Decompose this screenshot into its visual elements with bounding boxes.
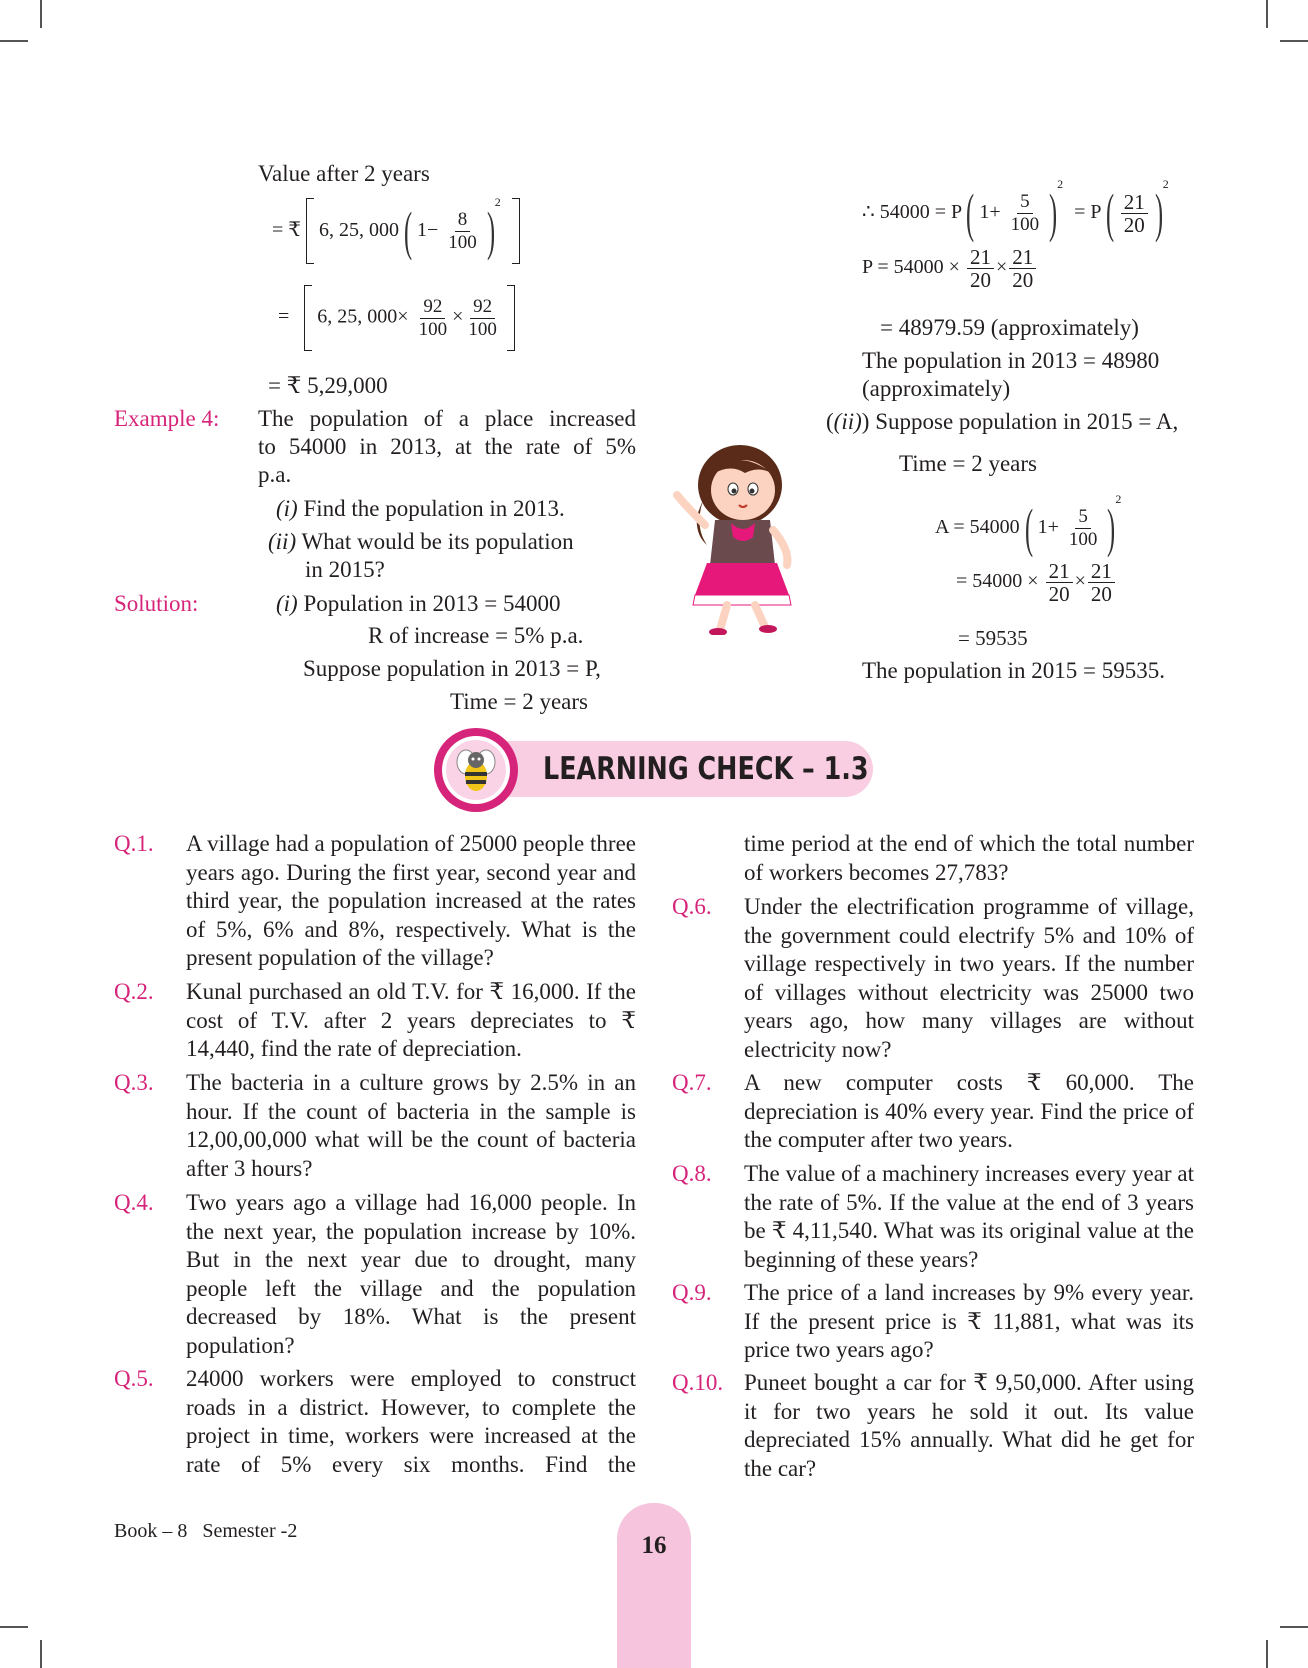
question-number: Q.8. [672, 1161, 712, 1186]
population-2013-line-2: (approximately) [862, 376, 1011, 401]
final-answer: The population in 2015 = 59535. [862, 658, 1165, 683]
crop-mark [1280, 1626, 1308, 1628]
page-number-tab [617, 1503, 691, 1668]
solution-line-3: Suppose population in 2013 = P, [303, 656, 601, 681]
question-text: The bacteria in a culture grows by 2.5% in an hour. If the count of bacteria in the sample is 12,00,00,000 what will be the count of bacteria after 3 hours? [186, 1070, 636, 1181]
question-text: Puneet bought a car for ₹ 9,50,000. After using it for two years he sold it out. Its value depreciated 15% annually. What did he get for the car? [744, 1370, 1194, 1481]
question-text: Under the electrification programme of village, the government could electrify 5% and 10% of village respectively in two years. If the number of villages without electricity was 25000 two years ago, how many villages are without electricity now? [744, 894, 1194, 1062]
question-number: Q.1. [114, 831, 154, 856]
part-ii-right: ((ii)) Suppose population in 2015 = A, [826, 409, 1179, 434]
equation-right-5: = 54000 × $\frac{21}{20}$ × $\frac{21}{20}$ [956, 560, 1117, 605]
question-number: Q.7. [672, 1070, 712, 1095]
solution-line-1: (i) Population in 2013 = 54000 [276, 591, 561, 616]
crop-mark [1266, 1640, 1268, 1668]
value-heading: Value after 2 years [258, 161, 430, 186]
example-part-ii: (ii) What would be its population [268, 529, 574, 554]
question-text: 24000 workers were employed to construct roads in a district. However, to complete the project in time, workers were increased at the rate of 5% every six months. Find the [186, 1366, 636, 1477]
equation-right-6: = 59535 [958, 626, 1028, 650]
question-text: The value of a machinery increases every year at the rate of 5%. If the value at the end of 3 years be ₹ 4,11,540. What was its original value at the beginning of these years? [744, 1161, 1194, 1272]
solution-label: Solution: [114, 591, 199, 616]
value-result: = ₹ 5,29,000 [268, 373, 388, 398]
girl-illustration [665, 435, 815, 635]
equation-right-3: = 48979.59 (approximately) [880, 315, 1139, 340]
question-text: A new computer costs ₹ 60,000. The depreciation is 40% every year. Find the price of the computer after two years. [744, 1070, 1194, 1152]
example-label: Example 4: [114, 406, 220, 431]
example-part-ii-cont: in 2015? [305, 557, 385, 582]
learning-check-title: LEARNING CHECK – 1.3 [543, 751, 869, 787]
question-number: Q.4. [114, 1190, 154, 1215]
equation-line-2: = 6, 25, 000× $\frac{92}{100}$ × $\frac{92}{100}$ [278, 285, 515, 351]
bee-icon [434, 728, 518, 812]
question-number: Q.9. [672, 1280, 712, 1305]
question-text: Kunal purchased an old T.V. for ₹ 16,000. If the cost of T.V. after 2 years depreciates to ₹ 14,440, find the rate of depreciation. [186, 979, 636, 1061]
crop-mark [40, 1640, 42, 1668]
example-text: The population of a place increased to 54000 in 2013, at the rate of 5% p.a. [258, 406, 636, 487]
question-number: Q.3. [114, 1070, 154, 1095]
question-number: Q.10. [672, 1370, 724, 1395]
example-part-i: (i) Find the population in 2013. [276, 496, 565, 521]
crop-mark [1266, 0, 1268, 28]
footer-book: Book – 8 Semester -2 [114, 1520, 298, 1542]
solution-line-2: R of increase = 5% p.a. [368, 623, 584, 648]
equation-right-1: ∴ 54000 = P ( 1+ $\frac{5}{100}$ )$^2$ = P ( $\frac{21}{20}$ )$^2$ [862, 177, 1169, 244]
question-number: Q.2. [114, 979, 154, 1004]
equation-right-4: A = 54000 ( 1+ $\frac{5}{100}$ )$^2$ [935, 492, 1122, 559]
question-text: Two years ago a village had 16,000 people. In the next year, the population increase by 10%. But in the next year due to drought, many people left the village and the population decreased by 18%. What is the present population? [186, 1190, 636, 1358]
question-number: Q.5. [114, 1366, 154, 1391]
equation-right-2: P = 54000 × $\frac{21}{20}$ × $\frac{21}{20}$ [862, 246, 1038, 291]
crop-mark [0, 40, 28, 42]
solution-line-4: Time = 2 years [450, 689, 588, 714]
crop-mark [1280, 40, 1308, 42]
page-number: 16 [641, 1532, 667, 1559]
question-text: The price of a land increases by 9% every year. If the present price is ₹ 11,881, what was its price two years ago? [744, 1280, 1194, 1362]
crop-mark [0, 1626, 28, 1628]
population-2013-line-1: The population in 2013 = 48980 [862, 348, 1160, 373]
question-text: A village had a population of 25000 people three years ago. During the first year, second year and third year, the population increased at the rates of 5%, 6% and 8%, respectively. What is the present population of the village? [186, 831, 636, 970]
equation-line-1: = ₹ 6, 25, 000 ( 1− $\frac{8}{100}$ )$^2$ [272, 190, 520, 264]
crop-mark [40, 0, 42, 28]
question-continued: time period at the end of which the total number of workers becomes 27,783? [744, 831, 1194, 885]
question-number: Q.6. [672, 894, 712, 919]
time-right: Time = 2 years [899, 451, 1037, 476]
